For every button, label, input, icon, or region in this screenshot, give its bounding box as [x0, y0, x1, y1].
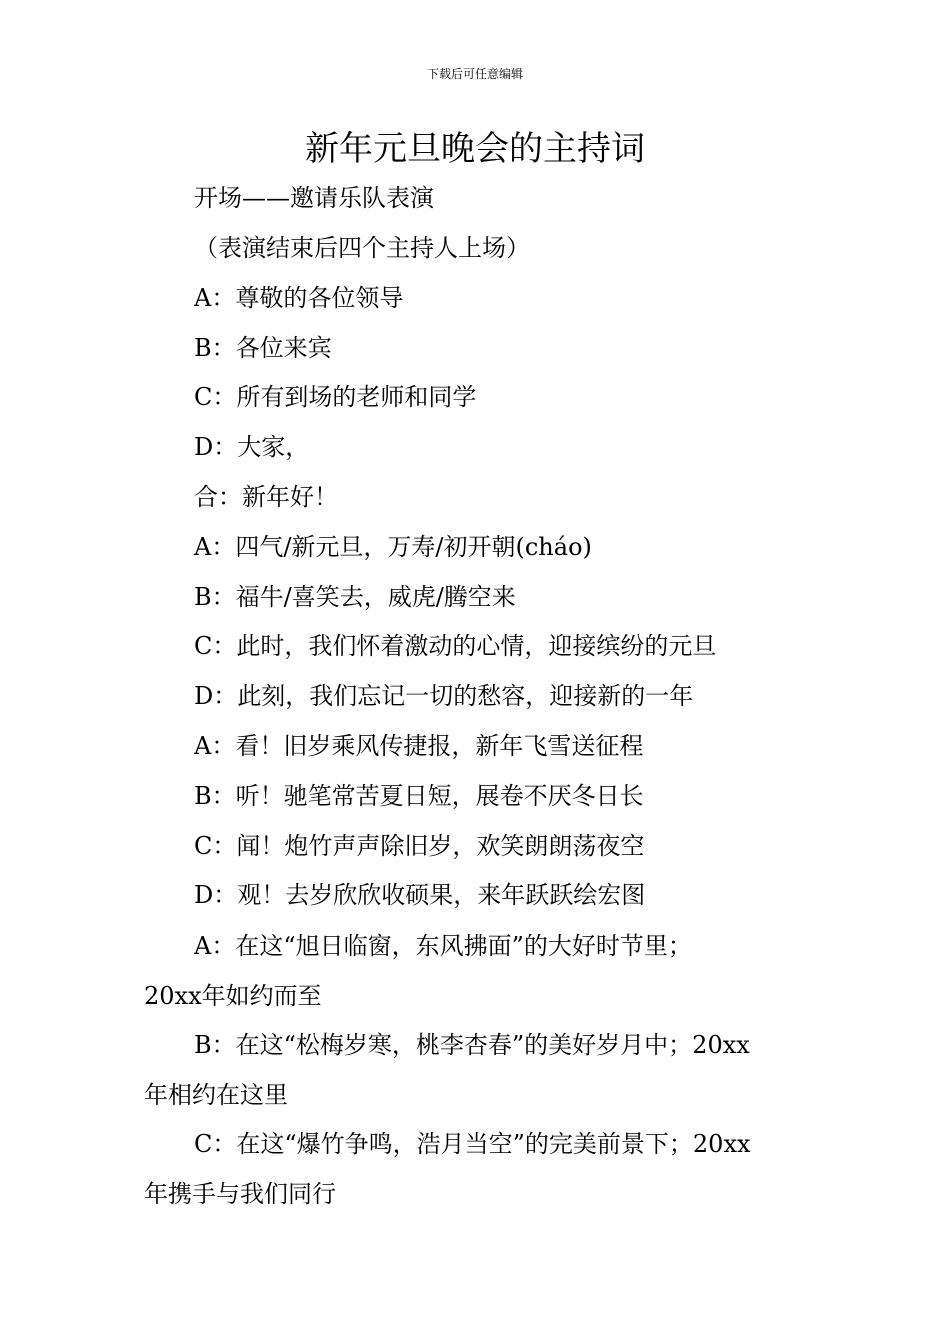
script-line: C：闻！炮竹声声除旧岁，欢笑朗朗荡夜空: [194, 832, 645, 860]
script-paragraph: [144, 922, 810, 1021]
script-line: B：福牛/喜笑去，威虎/腾空来: [194, 583, 516, 611]
script-paragraph: [144, 1021, 810, 1120]
document-title: 新年元旦晚会的主持词: [305, 129, 645, 169]
script-line: A：四气/新元旦，万寿/初开朝(cháo): [194, 533, 592, 561]
paragraph-first-line: A：在这“旭日临窗，东风拂面”的大好时节里；: [194, 932, 692, 960]
script-line: 开场——邀请乐队表演: [194, 184, 434, 212]
script-line: D：观！去岁欣欣收硕果，来年跃跃绘宏图: [194, 881, 646, 909]
paragraph-continuation: 年携手与我们同行: [144, 1179, 336, 1208]
header-note: 下载后可任意编辑: [426, 67, 523, 81]
script-line: A：尊敬的各位领导: [194, 284, 404, 312]
script-line: B：各位来宾: [194, 334, 332, 362]
script-line: D：此刻，我们忘记一切的愁容，迎接新的一年: [194, 682, 694, 710]
script-line: 合：新年好！: [194, 483, 338, 511]
script-paragraph: [144, 1120, 810, 1219]
script-line: （表演结束后四个主持人上场）: [194, 234, 530, 262]
script-line: C：所有到场的老师和同学: [194, 383, 477, 411]
script-line: C：此时，我们怀着激动的心情，迎接缤纷的元旦: [194, 632, 717, 660]
script-line: D：大家，: [194, 433, 310, 461]
paragraph-first-line: B：在这“松梅岁寒，桃李杏春”的美好岁月中；20xx: [194, 1031, 750, 1059]
script-line: A：看！旧岁乘风传捷报，新年飞雪送征程: [194, 732, 644, 760]
script-line: B：听！驰笔常苦夏日短，展卷不厌冬日长: [194, 782, 644, 810]
paragraph-continuation: 20xx年如约而至: [144, 981, 322, 1010]
paragraph-continuation: 年相约在这里: [144, 1080, 288, 1109]
paragraph-first-line: C：在这“爆竹争鸣，浩月当空”的完美前景下；20xx: [194, 1130, 751, 1158]
